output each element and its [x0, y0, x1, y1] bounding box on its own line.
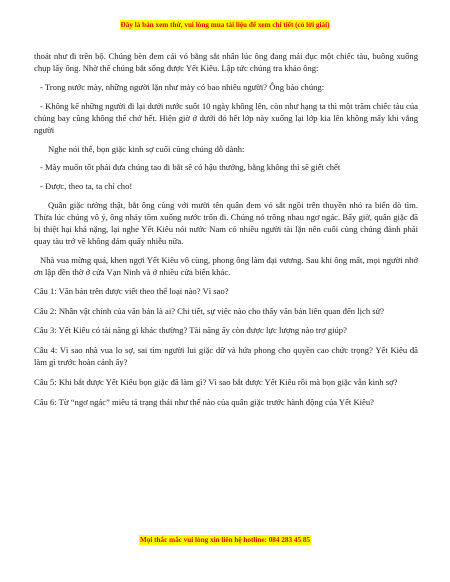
preview-notice-text: Đây là bản xem thử, vui lòng mua tài liệu để xem chi tiết (có lời giải) — [120, 21, 330, 29]
hotline-footer — [0, 536, 450, 544]
hotline-text: Mọi thắc mắc vui lòng xin liên hệ hotline: 084 283 45 85 — [139, 536, 311, 544]
question-1: Câu 1: Văn bản trên được viết theo thể loại nào? Vì sao? — [34, 286, 229, 297]
dialogue-line: - Mày muốn tốt phải đưa chúng tao đi bắt sẽ có hậu thưởng, bằng không thì sẽ giết chết — [40, 162, 341, 173]
document-body — [34, 50, 418, 415]
question-3: Câu 3: Yết Kiêu có tài năng gì khác thường? Tài năng ấy còn được lực lượng nào trợ giúp? — [34, 325, 347, 336]
passage-paragraph: Nghe nói thế, bọn giặc kinh sợ cuối cùng chúng dỗ dành: — [48, 143, 245, 154]
question-4: Câu 4: Vì sao nhà vua lo sợ, sai tìm người lui giặc dữ và hứa phong cho quyền cao chức trọng? Yết Kiêu đã làm gì trước hoàn cảnh ấy? — [34, 345, 418, 368]
question-6: Câu 6: Từ “ngơ ngác” miêu tả trạng thái như thế nào của quân giặc trước hành động của Yết Kiêu? — [34, 396, 374, 407]
question-2: Câu 2: Nhân vật chính của văn bản là ai? Chi tiết, sự việc nào cho thấy văn bản liên quan đến lịch sử? — [34, 305, 385, 316]
passage-paragraph: Quân giặc tưởng thật, bắt ông cùng với mười tên quân đem vó sắt ngồi trên thuyền nhỏ ra biển dò tìm. Thừa lúc chúng vô ý, ông nhảy tõm xuống nước trốn đi. Chúng nó trông nhau ngơ ngác. Bấy giờ, quân giặc đã bị thiệt hại khá nặng, lại nghe Yết Kiêu nói nước Nam có nhiều người tài lặn nên cuối cùng chúng đành phải quay tàu trở về không dám quấy nhiễu nữa. — [34, 199, 418, 247]
dialogue-line: - Trong nước mày, những người lặn như mày có bao nhiêu người? Ông bảo chúng: — [40, 81, 325, 92]
passage-paragraph: Nhà vua mừng quá, khen ngợi Yết Kiêu vô cùng, phong ông làm đại vương. Sau khi ông mất, mọi người nhớ ơn lập đền thờ ở cửa Vạn Ninh và ở nhiều cửa biển khác. — [34, 255, 418, 278]
passage-paragraph: thoát như đi trên bộ. Chúng bèn đem cái vó bằng sắt nhân lúc ông đang mải đục một chiếc tàu, buông xuống chụp lấy ông. Nhờ thế chúng bắt sống được Yết Kiêu. Lập tức chúng tra khảo ông: — [34, 51, 418, 74]
question-5: Câu 5: Khi bắt được Yết Kiêu bọn giặc đã làm gì? Vì sao bắt được Yết Kiêu rồi mà bọn giặc vẫn kinh sợ? — [34, 377, 398, 388]
dialogue-line: - Không kể những người đi lại dưới nước suốt 10 ngày không lên, còn như hạng ta thì một trăm chiếc tàu của chúng bay cũng không thể chở hết. Hiện giờ ở dưới đó hết lớp này xuống lại lớp kia lên không mấy khi vắng người — [34, 100, 418, 136]
dialogue-line: - Được, theo ta, ta chỉ cho! — [40, 181, 133, 192]
preview-notice-banner — [0, 21, 450, 29]
